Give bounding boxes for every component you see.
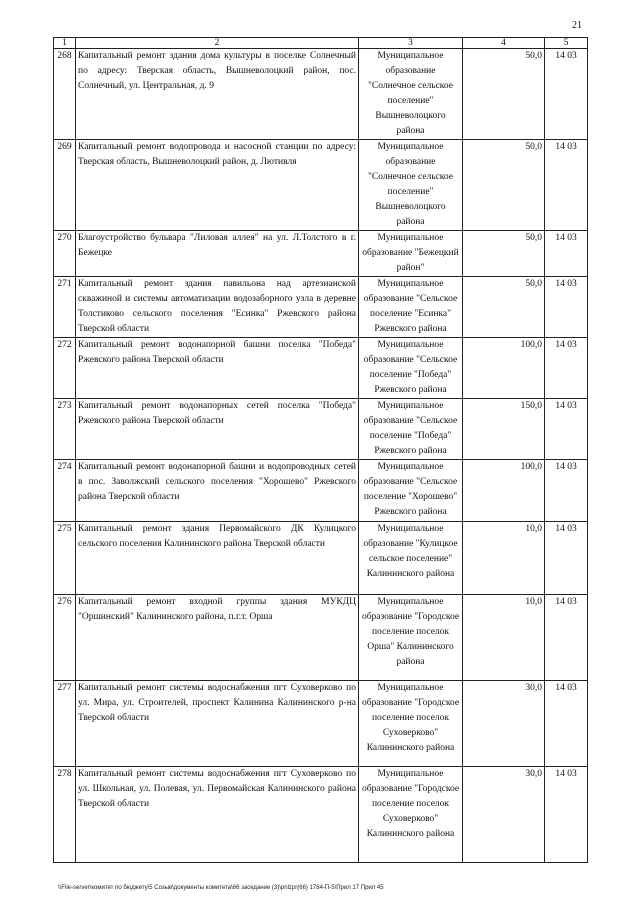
- row-amount: 100,0: [463, 460, 545, 522]
- row-number: 270: [54, 231, 76, 277]
- row-municipality: Муниципальное образование "Городское поселение поселок Орша" Калининского района: [359, 595, 463, 681]
- row-code: 14 03: [545, 595, 588, 681]
- row-amount: 100,0: [463, 338, 545, 399]
- row-description: Капитальный ремонт системы водоснабжения пгт Суховерково по ул. Школьная, ул. Полевая, ул. Первомайская Калининского района Тверской области: [76, 767, 359, 863]
- row-code: 14 03: [545, 767, 588, 863]
- row-municipality: Муниципальное образование "Сельское поселение "Победа" Ржевского района: [359, 399, 463, 460]
- row-amount: 50,0: [463, 277, 545, 338]
- row-municipality: Муниципальное образование "Кулицкое сельское поселение" Калининского района: [359, 522, 463, 595]
- row-code: 14 03: [545, 460, 588, 522]
- row-description: Капитальный ремонт здания павильона над артезианской скважиной и системы автоматизации водозаборного узла в деревне Толстиково сельского поселения "Есинка" Ржевского района Тверской области: [76, 277, 359, 338]
- row-number: 276: [54, 595, 76, 681]
- page-number: 21: [572, 20, 582, 31]
- table-row: [54, 595, 588, 681]
- table-row: [54, 399, 588, 460]
- row-municipality: Муниципальное образование "Бежецкий район": [359, 231, 463, 277]
- column-header-1: 1: [54, 38, 76, 49]
- appropriation-table: [53, 37, 588, 863]
- row-code: 14 03: [545, 338, 588, 399]
- row-amount: 10,0: [463, 595, 545, 681]
- column-header-2: 2: [76, 38, 359, 49]
- row-amount: 50,0: [463, 231, 545, 277]
- row-amount: 50,0: [463, 49, 545, 140]
- table-row: [54, 460, 588, 522]
- row-number: 275: [54, 522, 76, 595]
- row-amount: 30,0: [463, 767, 545, 863]
- table-row: [54, 522, 588, 595]
- table-row: [54, 231, 588, 277]
- file-path-footer: \\File-server\комитет по бюджету\5 Созыв\документы комитета\66 заседание (3)\prilzpr(66) 1784-П-5\Прил 17 Прил 45: [58, 885, 384, 891]
- row-number: 278: [54, 767, 76, 863]
- row-description: Капитальный ремонт водонапорных сетей поселка "Победа" Ржевского района Тверской области: [76, 399, 359, 460]
- row-code: 14 03: [545, 522, 588, 595]
- column-header-4: 4: [463, 38, 545, 49]
- row-number: 269: [54, 140, 76, 231]
- row-code: 14 03: [545, 681, 588, 767]
- row-code: 14 03: [545, 399, 588, 460]
- row-description: Капитальный ремонт здания Первомайского ДК Кулицкого сельского поселения Калининского района Тверской области: [76, 522, 359, 595]
- row-municipality: Муниципальное образование "Сельское поселение "Есинка" Ржевского района: [359, 277, 463, 338]
- table-row: [54, 49, 588, 140]
- row-number: 274: [54, 460, 76, 522]
- row-number: 277: [54, 681, 76, 767]
- column-header-3: 3: [359, 38, 463, 49]
- table-row: [54, 681, 588, 767]
- row-number: 273: [54, 399, 76, 460]
- row-code: 14 03: [545, 231, 588, 277]
- row-amount: 150,0: [463, 399, 545, 460]
- column-header-5: 5: [545, 38, 588, 49]
- row-municipality: Муниципальное образование "Сельское поселение "Победа" Ржевского района: [359, 338, 463, 399]
- row-code: 14 03: [545, 49, 588, 140]
- row-description: Благоустройство бульвара "Лиловая аллея" на ул. Л.Толстого в г. Бежецке: [76, 231, 359, 277]
- row-description: Капитальный ремонт здания дома культуры в поселке Солнечный по адресу: Тверская область, Вышневолоцкий район, пос. Солнечный, ул. Центральная, д. 9: [76, 49, 359, 140]
- row-municipality: Муниципальное образование "Сельское поселение "Хорошево" Ржевского района: [359, 460, 463, 522]
- row-number: 268: [54, 49, 76, 140]
- row-number: 272: [54, 338, 76, 399]
- row-code: 14 03: [545, 277, 588, 338]
- row-municipality: Муниципальное образование "Городское поселение поселок Суховерково" Калининского района: [359, 681, 463, 767]
- row-amount: 30,0: [463, 681, 545, 767]
- row-municipality: Муниципальное образование "Солнечное сельское поселение" Вышневолоцкого района: [359, 140, 463, 231]
- row-description: Капитальный ремонт водонапорной башни и водопроводных сетей в пос. Заволжский сельского поселения "Хорошево" Ржевского района Тверской области: [76, 460, 359, 522]
- table-row: [54, 140, 588, 231]
- row-municipality: Муниципальное образование "Солнечное сельское поселение" Вышневолоцкого района: [359, 49, 463, 140]
- table-row: [54, 338, 588, 399]
- row-description: Капитальный ремонт водонапорной башни поселка "Победа" Ржевского района Тверской области: [76, 338, 359, 399]
- row-amount: 10,0: [463, 522, 545, 595]
- row-number: 271: [54, 277, 76, 338]
- table-row: [54, 277, 588, 338]
- row-description: Капитальный ремонт входной группы здания МУКДЦ "Оршинский" Калининского района, п.г.т. Орша: [76, 595, 359, 681]
- row-description: Капитальный ремонт водопровода и насосной станции по адресу: Тверская область, Вышневолоцкий район, д. Лютивля: [76, 140, 359, 231]
- row-description: Капитальный ремонт системы водоснабжения пгт Суховерково по ул. Мира, ул. Строителей, проспект Калинина Калининского р-на Тверской области: [76, 681, 359, 767]
- table-header-row: [54, 38, 588, 49]
- row-municipality: Муниципальное образование "Городское поселение поселок Суховерково" Калининского района: [359, 767, 463, 863]
- table-row: [54, 767, 588, 863]
- row-code: 14 03: [545, 140, 588, 231]
- row-amount: 50,0: [463, 140, 545, 231]
